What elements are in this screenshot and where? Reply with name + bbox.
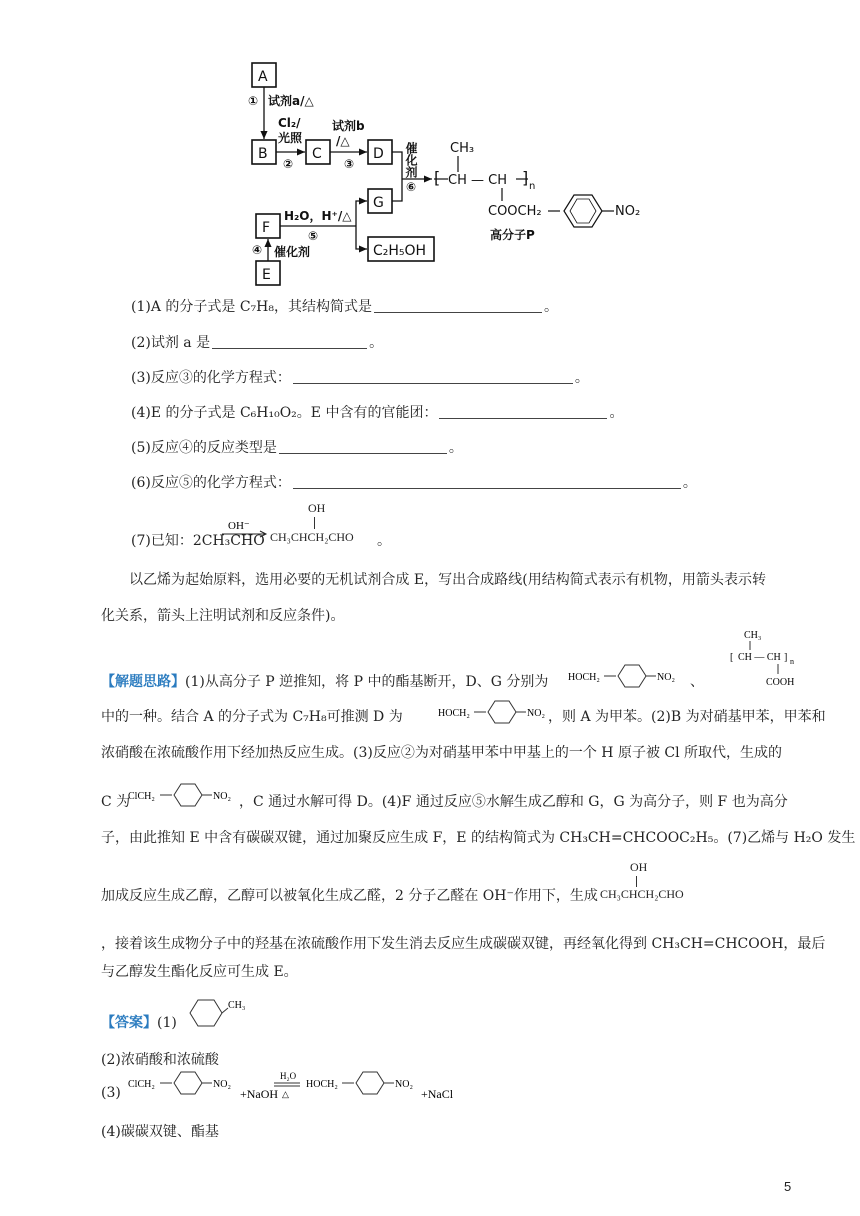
box-b-label: B [258, 146, 268, 162]
struct2-right: NO₂ [527, 708, 545, 719]
polymer-ester: COOCH₂ [488, 204, 542, 219]
step1-reagent: 试剂a/△ [268, 94, 314, 108]
question-7-text: (7)已知：2CH₃CHO [131, 533, 265, 549]
question-5-end: 。 [448, 440, 463, 456]
solution-text-2b: ，则 A 为甲苯。(2)B 为对硝基甲苯，甲苯和 [548, 709, 826, 725]
struct1-left: HOCH₂ [568, 672, 600, 683]
svg-text:[: [ [730, 652, 734, 663]
arrow-branch-to-g [356, 201, 367, 226]
answer-line-3: (3) [101, 1085, 121, 1101]
solution-text-2: 中的一种。结合 A 的分子式为 C₇H₈可推测 D 为 [101, 709, 403, 725]
step2-reagent-2: 光照 [278, 131, 303, 145]
a3-no2: NO₂ [213, 1079, 231, 1090]
solution-line-8: 与乙醇发生酯化反应可生成 E。 [101, 964, 298, 980]
answer-line-1 [101, 1012, 177, 1032]
solution-tag: 【解题思路】 [101, 674, 185, 690]
a3-prod-no2: NO₂ [395, 1079, 413, 1090]
reaction-scheme [240, 55, 660, 290]
q7-bond [314, 517, 315, 529]
q7-product: CH₃CHCH₂CHO [270, 530, 354, 544]
answer-line-2: (2)浓硝酸和浓硫酸 [101, 1052, 219, 1068]
struct1-right: NO₂ [657, 672, 675, 683]
answer-blank-2[interactable] [212, 334, 367, 349]
solution-text-1: (1)从高分子 P 逆推知，将 P 中的酯基断开，D、G 分别为 [185, 674, 549, 690]
solution-line-5: 子，由此推知 E 中含有碳碳双键，通过加聚反应生成 F，E 的结构简式为 CH₃CH=CHCOOC₂H₅。(7)乙烯与 H₂O 发生 [101, 830, 856, 846]
polymer-n: n [529, 181, 536, 192]
step4-num: ④ [252, 243, 263, 257]
q7-arrow [220, 518, 270, 542]
step3-reagent-1: 试剂b [332, 119, 365, 133]
step4-reagent: 催化剂 [274, 245, 311, 259]
svg-text:]: ] [784, 652, 788, 663]
answer-3-equation [128, 1068, 488, 1104]
step2-reagent-1: Cl₂/ [278, 116, 301, 130]
box-a-label: A [258, 69, 268, 85]
question-2-end: 。 [369, 335, 384, 351]
question-3-end: 。 [574, 370, 589, 386]
structure-hoch2-nitrobenzene-2 [438, 698, 556, 728]
polymer-no2: NO₂ [615, 204, 641, 219]
structure-toluene [186, 996, 256, 1030]
structure-clch2-nitrobenzene [128, 781, 246, 811]
step2-num: ② [283, 157, 294, 171]
question-5 [131, 437, 463, 457]
polymer-methyl: CH₃ [450, 141, 475, 156]
box-f-label: F [262, 220, 271, 236]
poly-ch3: CH₃ [744, 630, 762, 641]
polymer-bracket-right: ] [522, 168, 529, 187]
arrow-branch-to-ethanol [356, 226, 367, 249]
step5-reagent: H₂O，H⁺/△ [284, 209, 352, 223]
question-5-text: (5)反应④的反应类型是 [131, 440, 277, 456]
box-c-label: C [312, 146, 322, 162]
solution-line-4 [101, 791, 130, 811]
merge-d [392, 152, 402, 201]
struct3-left: ClCH₂ [128, 791, 155, 802]
question-1-text: (1)A 的分子式是 C₇H₈，其结构简式是 [131, 299, 372, 315]
benzene-ring-icon [190, 1000, 222, 1026]
a3-prod-left: HOCH₂ [306, 1079, 338, 1090]
answer-tag: 【答案】 [101, 1015, 157, 1031]
polymer-backbone: CH — CH [448, 173, 507, 188]
step5-num: ⑤ [308, 229, 319, 243]
solution-aldol: CH₃CHCH₂CHO [600, 887, 684, 901]
step3-reagent-2: /△ [336, 134, 350, 148]
question-2 [131, 332, 383, 352]
step1-num: ① [248, 94, 259, 108]
q7-end: 。 [377, 533, 391, 549]
polymer-bracket-left: [ [434, 168, 441, 187]
question-6-end: 。 [682, 475, 697, 491]
page-number: 5 [784, 1179, 792, 1194]
step6-num: ⑥ [406, 180, 417, 194]
a3-arrow-bottom: △ [282, 1089, 289, 1099]
poly-main: CH — CH [738, 652, 781, 663]
solution-line-3: 浓硝酸在浓硫酸作用下经加热反应生成。(3)反应②为对硝基甲苯中甲基上的一个 H 原子被 Cl 所取代，生成的 [101, 745, 783, 761]
a3-arrow-top: H₂O [280, 1071, 297, 1081]
step6-reagent: 催化剂 [404, 142, 418, 178]
struct3-right: NO₂ [213, 791, 231, 802]
answer-blank-1[interactable] [374, 298, 542, 313]
q7-product-oh: OH [308, 501, 326, 515]
question-3-text: (3)反应③的化学方程式： [131, 370, 291, 386]
question-3 [131, 367, 589, 387]
question-1-end: 。 [544, 299, 558, 315]
q7-arrow-label: OH⁻ [228, 520, 250, 532]
question-4-text: (4)E 的分子式是 C₆H₁₀O₂。E 中含有的官能团： [131, 405, 438, 421]
structure-hoch2-nitrobenzene-1 [568, 662, 686, 692]
answer-1-label: (1) [157, 1015, 177, 1031]
answer-blank-4[interactable] [439, 404, 607, 419]
a3-left: ClCH₂ [128, 1079, 155, 1090]
question-1 [131, 296, 558, 316]
polymer-name: 高分子P [490, 228, 535, 242]
a3-plus: +NaOH [240, 1087, 279, 1101]
answer-line-4: (4)碳碳双键、酯基 [101, 1124, 219, 1140]
answer-blank-6[interactable] [293, 474, 681, 489]
answer-blank-3[interactable] [293, 369, 573, 384]
question-6-text: (6)反应⑤的化学方程式： [131, 475, 291, 491]
q7-task: 以乙烯为起始原料，选用必要的无机试剂合成 E，写出合成路线(用结构简式表示有机物，用箭头表示转化关系，箭头上注明试剂和反应条件)。 [101, 572, 766, 624]
solution-oh: OH [630, 860, 648, 874]
question-2-text: (2)试剂 a 是 [131, 335, 211, 351]
question-4-end: 。 [609, 405, 624, 421]
poly-n: n [790, 657, 794, 666]
poly-cooh: COOH [766, 677, 795, 688]
solution-oh-bond [636, 876, 637, 887]
solution-line-2 [101, 706, 403, 726]
solution-line-7: ，接着该生成物分子中的羟基在浓硫酸作用下发生消去反应生成碳碳双键，再经氧化得到 CH₃CH=CHCOOH，最后 [101, 936, 826, 952]
box-ethanol-label: C₂H₅OH [373, 243, 427, 259]
box-g-label: G [373, 195, 384, 211]
solution-sep: 、 [690, 674, 704, 690]
box-d-label: D [373, 146, 384, 162]
solution-text-4a: C 为 [101, 794, 131, 810]
question-4 [131, 402, 623, 422]
solution-line-1 [101, 671, 548, 691]
a3-tail: +NaCl [421, 1087, 454, 1101]
solution-text-4b: ，C 通过水解可得 D。(4)F 通过反应⑤水解生成乙醇和 G，G 为高分子，则 F 也为高分 [239, 794, 788, 810]
struct2-left: HOCH₂ [438, 708, 470, 719]
question-6 [131, 472, 697, 492]
structure-polymer-acid [730, 628, 800, 688]
toluene-ch3: CH₃ [228, 1000, 246, 1011]
answer-blank-5[interactable] [279, 439, 447, 454]
solution-line-6: 加成反应生成乙醇，乙醇可以被氧化生成乙醛，2 分子乙醛在 OH⁻作用下，生成 [101, 888, 598, 904]
step3-num: ③ [344, 157, 355, 171]
box-e-label: E [262, 267, 271, 283]
